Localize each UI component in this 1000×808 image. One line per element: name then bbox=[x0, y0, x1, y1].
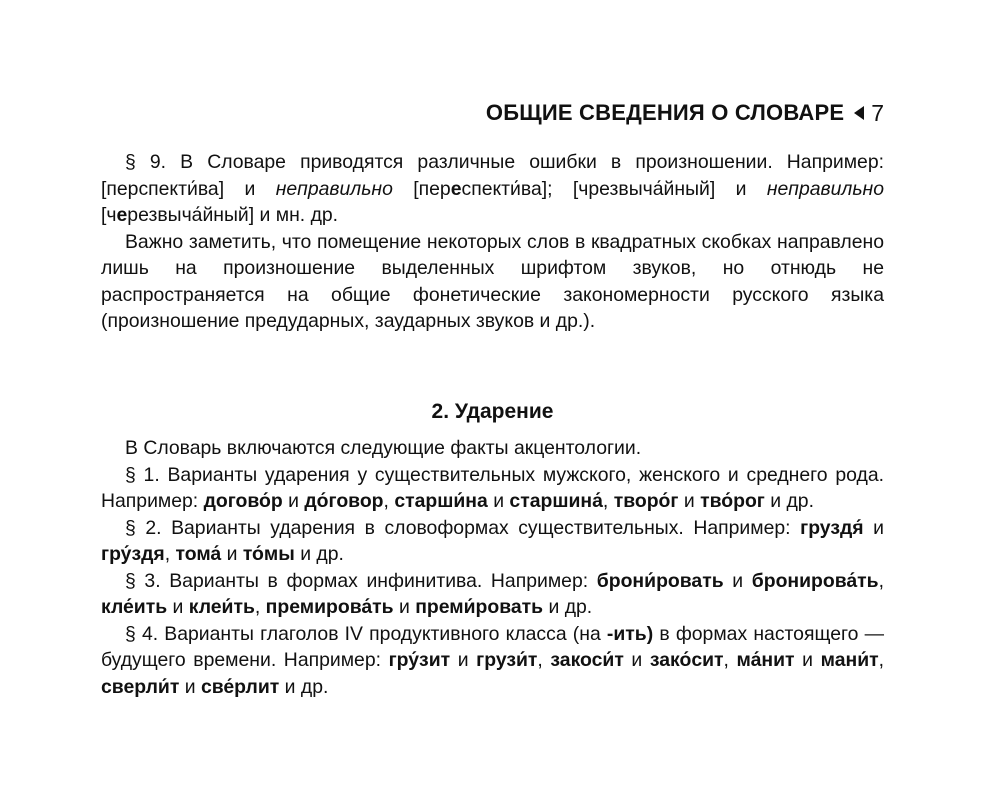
example-word: сверли́т bbox=[101, 675, 180, 698]
text-run: [ч bbox=[101, 204, 117, 226]
text-run: и bbox=[450, 649, 477, 671]
suffix-mark: -ить) bbox=[606, 622, 654, 645]
text-run: и bbox=[282, 490, 305, 512]
paragraph-s3 bbox=[101, 568, 884, 621]
example-word: груздя́ bbox=[800, 516, 864, 539]
example-word: старши́на bbox=[394, 490, 488, 512]
text-run: , bbox=[878, 649, 885, 671]
example-word: бронирова́ть bbox=[751, 569, 879, 592]
example-word: догово́р bbox=[203, 490, 283, 512]
text-run: § 4. Варианты глаголов IV продуктивного класса (на bbox=[125, 622, 607, 645]
example-word: кле́ить bbox=[101, 596, 168, 618]
text-run: и др. bbox=[279, 675, 329, 698]
section2-body bbox=[101, 435, 884, 700]
example-word: зако́сит bbox=[649, 649, 724, 671]
text-run: и bbox=[393, 596, 416, 618]
text-run: § 2. Варианты ударения в словоформах существительных. Например: bbox=[125, 516, 801, 539]
running-title: ОБЩИЕ СВЕДЕНИЯ О СЛОВАРЕ bbox=[485, 100, 845, 125]
text-run: и bbox=[167, 596, 189, 618]
example-word: мани́т bbox=[820, 649, 879, 671]
text-run: , bbox=[537, 649, 551, 671]
text-run: и bbox=[863, 516, 884, 539]
text-run: § 1. Варианты ударения у существительных мужского, женского и среднего рода. Например: bbox=[101, 463, 884, 512]
text-run: , bbox=[164, 543, 176, 565]
text-run: и др. bbox=[764, 490, 814, 512]
example-word: гру́здя bbox=[101, 543, 165, 565]
text-run: и bbox=[794, 649, 821, 671]
page-number: 7 bbox=[871, 100, 884, 126]
text-run: § 3. Варианты в формах инфинитива. Например: bbox=[125, 569, 597, 592]
text-run: , bbox=[723, 649, 737, 671]
text-run: [пер bbox=[392, 177, 451, 200]
text-run: и bbox=[678, 490, 701, 512]
text-run: спекти́ва]; [чрезвыча́йный] и bbox=[461, 177, 767, 200]
italic-run: неправильно bbox=[766, 177, 885, 200]
italic-run: неправильно bbox=[275, 177, 393, 200]
example-word: тво́рог bbox=[700, 490, 765, 512]
example-word: клеи́ть bbox=[188, 596, 255, 618]
text-run: и др. bbox=[294, 543, 344, 565]
example-word: старшина́ bbox=[509, 490, 603, 512]
text-run: в формах настоящего — будущего времени. Например: bbox=[101, 622, 884, 671]
bold-letter: е bbox=[116, 204, 128, 226]
paragraph-s1 bbox=[101, 462, 884, 515]
text-run: и др. bbox=[543, 596, 593, 618]
example-word: гру́зит bbox=[388, 649, 451, 671]
paragraph-intro: В Словарь включаются следующие факты акцентологии. bbox=[125, 437, 642, 459]
example-word: све́рлит bbox=[200, 675, 280, 698]
section-title: 2. Ударение bbox=[431, 400, 554, 423]
text-run: , bbox=[878, 569, 884, 592]
paragraph-note: Важно заметить, что помещение некоторых слов в квадратных скобках направлено лишь на произношение выделенных шрифтом звуков, но отнюдь не распространяется на общие фонетические закономерности русского языка (произношение предударных, заударных звуков и др.). bbox=[101, 230, 884, 332]
text-run: и bbox=[487, 490, 510, 512]
text-run: и bbox=[623, 649, 650, 671]
section1-body bbox=[101, 149, 884, 335]
text-run: и bbox=[221, 543, 243, 565]
running-header bbox=[486, 98, 884, 128]
example-word: ма́нит bbox=[736, 649, 795, 671]
paragraph-s9 bbox=[101, 149, 884, 229]
example-word: премирова́ть bbox=[265, 596, 394, 618]
example-word: грузи́т bbox=[476, 649, 538, 671]
example-word: брони́ровать bbox=[596, 569, 724, 592]
text-run: § 9. В Словаре приводятся различные ошибки в произношении. Например: [перспекти́ва] и bbox=[101, 151, 884, 200]
example-word: до́говор bbox=[304, 490, 384, 512]
paragraph-s2 bbox=[101, 515, 884, 568]
text-run: , bbox=[383, 490, 395, 512]
paragraph-s4 bbox=[101, 621, 884, 701]
example-word: то́мы bbox=[242, 543, 295, 565]
text-run: , bbox=[602, 490, 614, 512]
example-word: преми́ровать bbox=[415, 596, 544, 618]
text-run: и bbox=[723, 569, 752, 592]
example-word: тома́ bbox=[175, 543, 222, 565]
text-run: , bbox=[254, 596, 266, 618]
example-word: творо́г bbox=[613, 490, 679, 512]
bold-letter: е bbox=[450, 177, 462, 200]
example-word: закоси́т bbox=[550, 649, 624, 671]
text-run: и bbox=[179, 675, 201, 698]
left-triangle-icon bbox=[854, 106, 864, 120]
text-run: резвыча́йный] и мн. др. bbox=[127, 204, 339, 226]
